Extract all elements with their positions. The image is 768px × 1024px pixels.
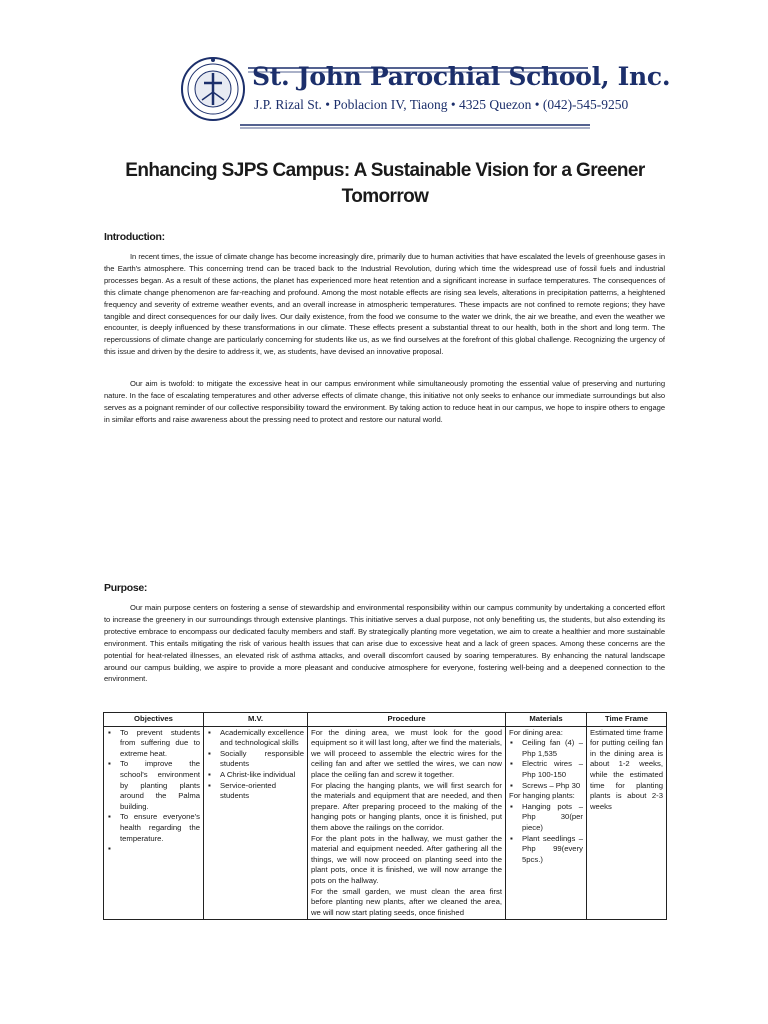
procedure-step: For the small garden, we must clean the area first before planting new plants, after we cleaned the area, we will now start plating seeds, once finished bbox=[311, 886, 502, 917]
purpose-paragraph: Our main purpose centers on fostering a sense of stewardship and environmental responsibility within our campus community by undertaking a concerted effort to increase the greenery in our surroundings through extensive plantings. This initiative serves a dual purpose, not only benefiting us, the students, but also extending its protective embrace to encompass our dedicated faculty members and staff. By strategically planting more vegetation, we aim to create a healthier and more sustainable environment. This entails mitigating the risk of various health issues that can arise due to excessive heat and a lack of green spaces. Among these concerns are the potential for heat-related illnesses, an elevated risk of asthma attacks, and overall discomfort caused by soaring temperatures. By enhancing the natural landscape around our campus building, we aspire to provide a more pleasant and conducive atmosphere for everyone, fostering well-being and a deepened connection to the environment. bbox=[104, 603, 665, 684]
objectives-cell bbox=[104, 726, 204, 920]
materials-dining-label: For dining area: bbox=[509, 727, 563, 737]
table-header-row bbox=[104, 713, 667, 727]
introduction-heading: Introduction: bbox=[104, 231, 165, 243]
procedure-step: For the dining area, we must look for the good equipment so it will last long, after we find the materials, we will proceed to assemble the electric wires for the ceiling fan and after we settled the wires, we can now place the ceiling fan and screw it together. bbox=[311, 727, 502, 779]
mv-item: ▪ Socially responsible students bbox=[220, 749, 304, 770]
column-header-materials: Materials bbox=[506, 713, 587, 727]
material-item: ▪ Hanging pots – Php 30(per piece) bbox=[522, 802, 583, 834]
column-header-procedure: Procedure bbox=[308, 713, 506, 727]
mv-cell bbox=[204, 726, 308, 920]
objectives-table bbox=[103, 712, 667, 920]
document-title: Enhancing SJPS Campus: A Sustainable Vision for a Greener Tomorrow bbox=[125, 160, 645, 207]
mv-item: ▪ Service-oriented students bbox=[220, 781, 304, 802]
introduction-paragraph-1: In recent times, the issue of climate change has become increasingly dire, primarily due to human activities that have escalated the levels of greenhouse gases in the Earth's atmosphere. This concerning trend can be traced back to the Industrial Revolution, during which time the widespread use of fossil fuels and industrial processes began. As a result of these actions, the planet has experienced more heat retention and a significant increase in surface temperatures. The consequences of this climate change phenomenon are far-reaching and profound. Among the most notable effects are rising sea levels, alterations in precipitation patterns, a heightened frequency and severity of extreme weather events, and an overall increase in atmospheric temperatures. These impacts are not confined to remote regions; they have tangible and direct consequences for our daily lives. Our daily existence, from the food we consume to the water we drink, the air we breathe, and even the weather we encounter, is deeply influenced by these transformations in our climate. These effects present a substantial threat to our health, both in the short and long term. The repercussions of climate change are particularly concerning for students like us, as we find ourselves at the forefront of this global challenge. Recognizing the urgency of this issue and driven by the desire to address it, we, as students, have devised an innovative proposal. bbox=[104, 252, 665, 357]
material-item: ▪ Electric wires – Php 100-150 bbox=[522, 759, 583, 780]
purpose-heading: Purpose: bbox=[104, 582, 148, 594]
procedure-step: For the plant pots in the hallway, we must gather the material and equipment needed. After gathering all the things, we will now proceed on planting seed into the plant pots, once it is finished, we will now arrange the pots on the hallway. bbox=[311, 833, 502, 885]
material-item: ▪ Screws – Php 30 bbox=[522, 781, 583, 792]
procedure-step: For placing the hanging plants, we will first search for the materials and equipment that are needed, and then prepare. After preparing proceed to the making of the hanging pots or hanging plants, once it is finished, put them above the railings on the corridor. bbox=[311, 780, 502, 832]
column-header-time-frame: Time Frame bbox=[587, 713, 667, 727]
table-row bbox=[104, 726, 667, 920]
header-bottom-rule bbox=[240, 123, 590, 129]
school-address: J.P. Rizal St. • Poblacion IV, Tiaong • 4325 Quezon • (042)-545-9250 bbox=[254, 97, 629, 112]
school-name: St. John Parochial School, Inc. bbox=[252, 62, 671, 91]
objective-item: ▪ To ensure everyone's health regarding the temperature. bbox=[120, 812, 200, 844]
objective-item: ▪ To prevent students from suffering due to extreme heat. bbox=[120, 728, 200, 760]
header-top-rule bbox=[248, 62, 588, 76]
time-frame-cell: Estimated time frame for putting ceiling fan in the dining area is about 1-2 weeks, while the estimated time for planting plants is about 2-3 weeks bbox=[587, 726, 667, 920]
school-seal-icon bbox=[180, 56, 246, 122]
procedure-cell bbox=[308, 726, 506, 920]
mv-item: ▪ A Christ-like individual bbox=[220, 770, 304, 781]
objective-item bbox=[120, 844, 200, 855]
column-header-mv: M.V. bbox=[204, 713, 308, 727]
materials-cell bbox=[506, 726, 587, 920]
material-item: ▪ Plant seedlings – Php 99(every 5pcs.) bbox=[522, 834, 583, 866]
material-item: ▪ Ceiling fan (4) – Php 1,535 bbox=[522, 738, 583, 759]
mv-item: ▪ Academically excellence and technological skills bbox=[220, 728, 304, 749]
column-header-objectives: Objectives bbox=[104, 713, 204, 727]
materials-hanging-label: For hanging plants: bbox=[509, 791, 575, 801]
objective-item: ▪ To improve the school's environment by planting plants around the Palma building. bbox=[120, 759, 200, 812]
introduction-paragraph-2: Our aim is twofold: to mitigate the excessive heat in our campus environment while simultaneously promoting the essential value of preserving and nurturing nature. In the face of escalating temperatures and other adverse effects of climate change, this initiative not only seeks to enhance our immediate surroundings but also serves as a poignant reminder of our collective responsibility toward the environment. By taking action to reduce heat in our campus, we hope to inspire others to engage in similar efforts and raise awareness about the pressing need to protect and restore our natural world. bbox=[104, 379, 665, 424]
